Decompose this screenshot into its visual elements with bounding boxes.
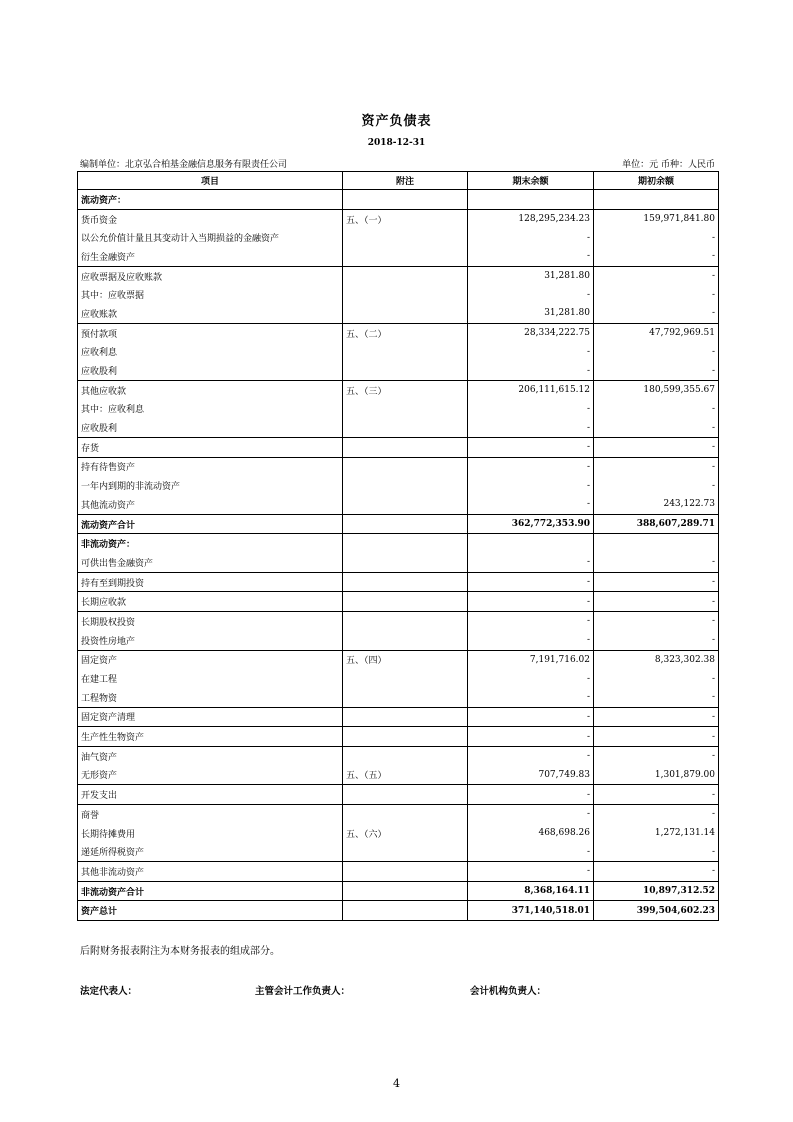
table-row bbox=[78, 842, 719, 861]
row-item-label: 应收票据及应收账款 bbox=[78, 266, 343, 285]
row-item-label: 流动资产： bbox=[78, 190, 343, 210]
row-note bbox=[343, 418, 468, 437]
row-note: 五、（五） bbox=[343, 766, 468, 785]
table-row bbox=[78, 572, 719, 592]
row-end-balance: - bbox=[468, 285, 594, 304]
row-note bbox=[343, 247, 468, 266]
row-begin-balance: - bbox=[594, 592, 719, 612]
table-row bbox=[78, 380, 719, 399]
row-end-balance: - bbox=[468, 592, 594, 612]
row-item-label: 长期待摊费用 bbox=[78, 824, 343, 843]
row-note bbox=[343, 476, 468, 495]
row-end-balance: - bbox=[468, 862, 594, 882]
table-row bbox=[78, 746, 719, 765]
row-end-balance: 128,295,234.23 bbox=[468, 209, 594, 228]
row-note bbox=[343, 457, 468, 476]
row-note bbox=[343, 727, 468, 747]
row-item-label: 无形资产 bbox=[78, 766, 343, 785]
row-begin-balance: 399,504,602.23 bbox=[594, 901, 719, 921]
row-note bbox=[343, 190, 468, 210]
table-row bbox=[78, 437, 719, 457]
row-begin-balance: 159,971,841.80 bbox=[594, 209, 719, 228]
row-begin-balance: - bbox=[594, 746, 719, 765]
row-item-label: 流动资产合计 bbox=[78, 514, 343, 534]
header-item: 项目 bbox=[78, 172, 343, 190]
row-item-label: 非流动资产合计 bbox=[78, 881, 343, 901]
row-begin-balance: 388,607,289.71 bbox=[594, 514, 719, 534]
row-note bbox=[343, 631, 468, 650]
row-note bbox=[343, 688, 468, 707]
table-row bbox=[78, 361, 719, 380]
table-row bbox=[78, 343, 719, 362]
row-note bbox=[343, 612, 468, 631]
row-begin-balance: 1,301,879.00 bbox=[594, 766, 719, 785]
row-note bbox=[343, 842, 468, 861]
row-begin-balance: - bbox=[594, 361, 719, 380]
table-row bbox=[78, 669, 719, 688]
table-row bbox=[78, 495, 719, 514]
table-row bbox=[78, 631, 719, 650]
unit-label: 单位：元 币种：人民币 bbox=[622, 160, 715, 170]
row-end-balance: - bbox=[468, 707, 594, 727]
row-item-label: 投资性房地产 bbox=[78, 631, 343, 650]
row-end-balance: - bbox=[468, 631, 594, 650]
table-row bbox=[78, 266, 719, 285]
row-item-label: 资产总计 bbox=[78, 901, 343, 921]
table-row bbox=[78, 707, 719, 727]
row-begin-balance: - bbox=[594, 457, 719, 476]
row-end-balance: - bbox=[468, 688, 594, 707]
row-note bbox=[343, 266, 468, 285]
row-begin-balance: - bbox=[594, 285, 719, 304]
row-note bbox=[343, 805, 468, 824]
row-end-balance bbox=[468, 534, 594, 553]
row-begin-balance: - bbox=[594, 343, 719, 362]
row-end-balance: - bbox=[468, 727, 594, 747]
row-begin-balance: 180,599,355.67 bbox=[594, 380, 719, 399]
row-note bbox=[343, 437, 468, 457]
row-end-balance: - bbox=[468, 842, 594, 861]
page-number: 4 bbox=[393, 1077, 400, 1090]
row-begin-balance: - bbox=[594, 842, 719, 861]
row-end-balance: 371,140,518.01 bbox=[468, 901, 594, 921]
row-item-label: 其他应收款 bbox=[78, 380, 343, 399]
row-begin-balance: - bbox=[594, 572, 719, 592]
row-end-balance: 31,281.80 bbox=[468, 304, 594, 323]
table-row bbox=[78, 650, 719, 669]
row-note bbox=[343, 746, 468, 765]
row-end-balance: 468,698.26 bbox=[468, 824, 594, 843]
row-note bbox=[343, 495, 468, 514]
row-note bbox=[343, 534, 468, 553]
table-row bbox=[78, 824, 719, 843]
row-end-balance: - bbox=[468, 612, 594, 631]
table-row bbox=[78, 304, 719, 323]
row-end-balance bbox=[468, 190, 594, 210]
row-begin-balance: 8,323,302.38 bbox=[594, 650, 719, 669]
row-note: 五、（一） bbox=[343, 209, 468, 228]
row-begin-balance: - bbox=[594, 862, 719, 882]
row-note bbox=[343, 785, 468, 805]
row-end-balance: - bbox=[468, 418, 594, 437]
row-note bbox=[343, 707, 468, 727]
row-end-balance: - bbox=[468, 805, 594, 824]
row-item-label: 工程物资 bbox=[78, 688, 343, 707]
row-end-balance: - bbox=[468, 785, 594, 805]
row-item-label: 油气资产 bbox=[78, 746, 343, 765]
table-row bbox=[78, 766, 719, 785]
row-begin-balance: - bbox=[594, 437, 719, 457]
row-item-label: 应收股利 bbox=[78, 418, 343, 437]
row-end-balance: 206,111,615.12 bbox=[468, 380, 594, 399]
row-item-label: 开发支出 bbox=[78, 785, 343, 805]
row-begin-balance: - bbox=[594, 266, 719, 285]
row-note bbox=[343, 304, 468, 323]
row-note bbox=[343, 862, 468, 882]
report-date: 2018-12-31 bbox=[367, 138, 426, 148]
row-note bbox=[343, 592, 468, 612]
row-item-label: 其他非流动资产 bbox=[78, 862, 343, 882]
row-note bbox=[343, 400, 468, 419]
table-row bbox=[78, 209, 719, 228]
row-end-balance: 31,281.80 bbox=[468, 266, 594, 285]
row-item-label: 其中：应收票据 bbox=[78, 285, 343, 304]
table-header-row bbox=[78, 172, 719, 190]
row-item-label: 商誉 bbox=[78, 805, 343, 824]
row-end-balance: 707,749.83 bbox=[468, 766, 594, 785]
row-note bbox=[343, 572, 468, 592]
table-row bbox=[78, 514, 719, 534]
row-begin-balance: - bbox=[594, 228, 719, 247]
row-begin-balance: - bbox=[594, 476, 719, 495]
row-item-label: 递延所得税资产 bbox=[78, 842, 343, 861]
row-note: 五、（二） bbox=[343, 323, 468, 342]
table-row bbox=[78, 228, 719, 247]
row-item-label: 持有待售资产 bbox=[78, 457, 343, 476]
table-row bbox=[78, 418, 719, 437]
row-end-balance: - bbox=[468, 553, 594, 572]
row-end-balance: 362,772,353.90 bbox=[468, 514, 594, 534]
table-row bbox=[78, 285, 719, 304]
row-end-balance: - bbox=[468, 476, 594, 495]
row-item-label: 固定资产 bbox=[78, 650, 343, 669]
row-begin-balance bbox=[594, 534, 719, 553]
row-begin-balance: - bbox=[594, 669, 719, 688]
table-row bbox=[78, 323, 719, 342]
row-end-balance: - bbox=[468, 400, 594, 419]
row-begin-balance: - bbox=[594, 785, 719, 805]
table-row bbox=[78, 534, 719, 553]
footnote: 后附财务报表附注为本财务报表的组成部分。 bbox=[80, 946, 280, 957]
row-end-balance: - bbox=[468, 343, 594, 362]
row-item-label: 长期应收款 bbox=[78, 592, 343, 612]
row-end-balance: 7,191,716.02 bbox=[468, 650, 594, 669]
row-item-label: 可供出售金融资产 bbox=[78, 553, 343, 572]
row-note bbox=[343, 553, 468, 572]
row-item-label: 应收利息 bbox=[78, 343, 343, 362]
table-row bbox=[78, 247, 719, 266]
row-end-balance: - bbox=[468, 228, 594, 247]
table-row bbox=[78, 805, 719, 824]
table-row bbox=[78, 727, 719, 747]
row-begin-balance: - bbox=[594, 247, 719, 266]
row-end-balance: - bbox=[468, 746, 594, 765]
row-end-balance: - bbox=[468, 495, 594, 514]
report-title: 资产负债表 bbox=[361, 114, 432, 129]
row-item-label: 预付款项 bbox=[78, 323, 343, 342]
row-begin-balance: - bbox=[594, 418, 719, 437]
header-end-balance: 期末余额 bbox=[468, 172, 594, 190]
row-end-balance: 8,368,164.11 bbox=[468, 881, 594, 901]
row-end-balance: 28,334,222.75 bbox=[468, 323, 594, 342]
row-begin-balance: - bbox=[594, 612, 719, 631]
row-note bbox=[343, 901, 468, 921]
table-row bbox=[78, 400, 719, 419]
row-note: 五、（六） bbox=[343, 824, 468, 843]
row-item-label: 衍生金融资产 bbox=[78, 247, 343, 266]
row-begin-balance: 1,272,131.14 bbox=[594, 824, 719, 843]
row-item-label: 其中：应收利息 bbox=[78, 400, 343, 419]
table-row bbox=[78, 688, 719, 707]
legal-rep-signature: 法定代表人： bbox=[80, 986, 138, 997]
row-note bbox=[343, 514, 468, 534]
row-begin-balance: 47,792,969.51 bbox=[594, 323, 719, 342]
row-item-label: 非流动资产： bbox=[78, 534, 343, 553]
row-item-label: 一年内到期的非流动资产 bbox=[78, 476, 343, 495]
row-begin-balance: 10,897,312.52 bbox=[594, 881, 719, 901]
row-note bbox=[343, 669, 468, 688]
table-row bbox=[78, 785, 719, 805]
table-row bbox=[78, 457, 719, 476]
table-row bbox=[78, 862, 719, 882]
table-row bbox=[78, 881, 719, 901]
row-note bbox=[343, 361, 468, 380]
row-begin-balance: - bbox=[594, 805, 719, 824]
row-note: 五、（三） bbox=[343, 380, 468, 399]
row-begin-balance: - bbox=[594, 304, 719, 323]
table-row bbox=[78, 190, 719, 210]
company-label: 编制单位：北京弘合柏基金融信息服务有限责任公司 bbox=[80, 160, 288, 170]
row-begin-balance bbox=[594, 190, 719, 210]
accounting-dept-head-signature: 会计机构负责人： bbox=[470, 986, 547, 997]
row-item-label: 以公允价值计量且其变动计入当期损益的金融资产 bbox=[78, 228, 343, 247]
row-end-balance: - bbox=[468, 247, 594, 266]
accounting-head-signature: 主管会计工作负责人： bbox=[255, 986, 351, 997]
row-item-label: 应收股利 bbox=[78, 361, 343, 380]
row-note bbox=[343, 285, 468, 304]
row-begin-balance: - bbox=[594, 688, 719, 707]
row-note bbox=[343, 228, 468, 247]
row-end-balance: - bbox=[468, 437, 594, 457]
table-row bbox=[78, 476, 719, 495]
row-end-balance: - bbox=[468, 457, 594, 476]
row-end-balance: - bbox=[468, 361, 594, 380]
table-row bbox=[78, 612, 719, 631]
row-note: 五、（四） bbox=[343, 650, 468, 669]
row-item-label: 持有至到期投资 bbox=[78, 572, 343, 592]
row-item-label: 货币资金 bbox=[78, 209, 343, 228]
row-begin-balance: - bbox=[594, 727, 719, 747]
row-item-label: 固定资产清理 bbox=[78, 707, 343, 727]
row-item-label: 其他流动资产 bbox=[78, 495, 343, 514]
row-item-label: 存货 bbox=[78, 437, 343, 457]
row-end-balance: - bbox=[468, 572, 594, 592]
table-row bbox=[78, 901, 719, 921]
row-item-label: 生产性生物资产 bbox=[78, 727, 343, 747]
table-row bbox=[78, 592, 719, 612]
row-item-label: 应收账款 bbox=[78, 304, 343, 323]
row-begin-balance: - bbox=[594, 631, 719, 650]
header-note: 附注 bbox=[343, 172, 468, 190]
table-row bbox=[78, 553, 719, 572]
row-note bbox=[343, 343, 468, 362]
row-item-label: 长期股权投资 bbox=[78, 612, 343, 631]
row-begin-balance: - bbox=[594, 400, 719, 419]
balance-sheet-table bbox=[77, 171, 719, 921]
row-item-label: 在建工程 bbox=[78, 669, 343, 688]
header-begin-balance: 期初余额 bbox=[594, 172, 719, 190]
row-begin-balance: 243,122.73 bbox=[594, 495, 719, 514]
row-end-balance: - bbox=[468, 669, 594, 688]
row-note bbox=[343, 881, 468, 901]
row-begin-balance: - bbox=[594, 553, 719, 572]
row-begin-balance: - bbox=[594, 707, 719, 727]
